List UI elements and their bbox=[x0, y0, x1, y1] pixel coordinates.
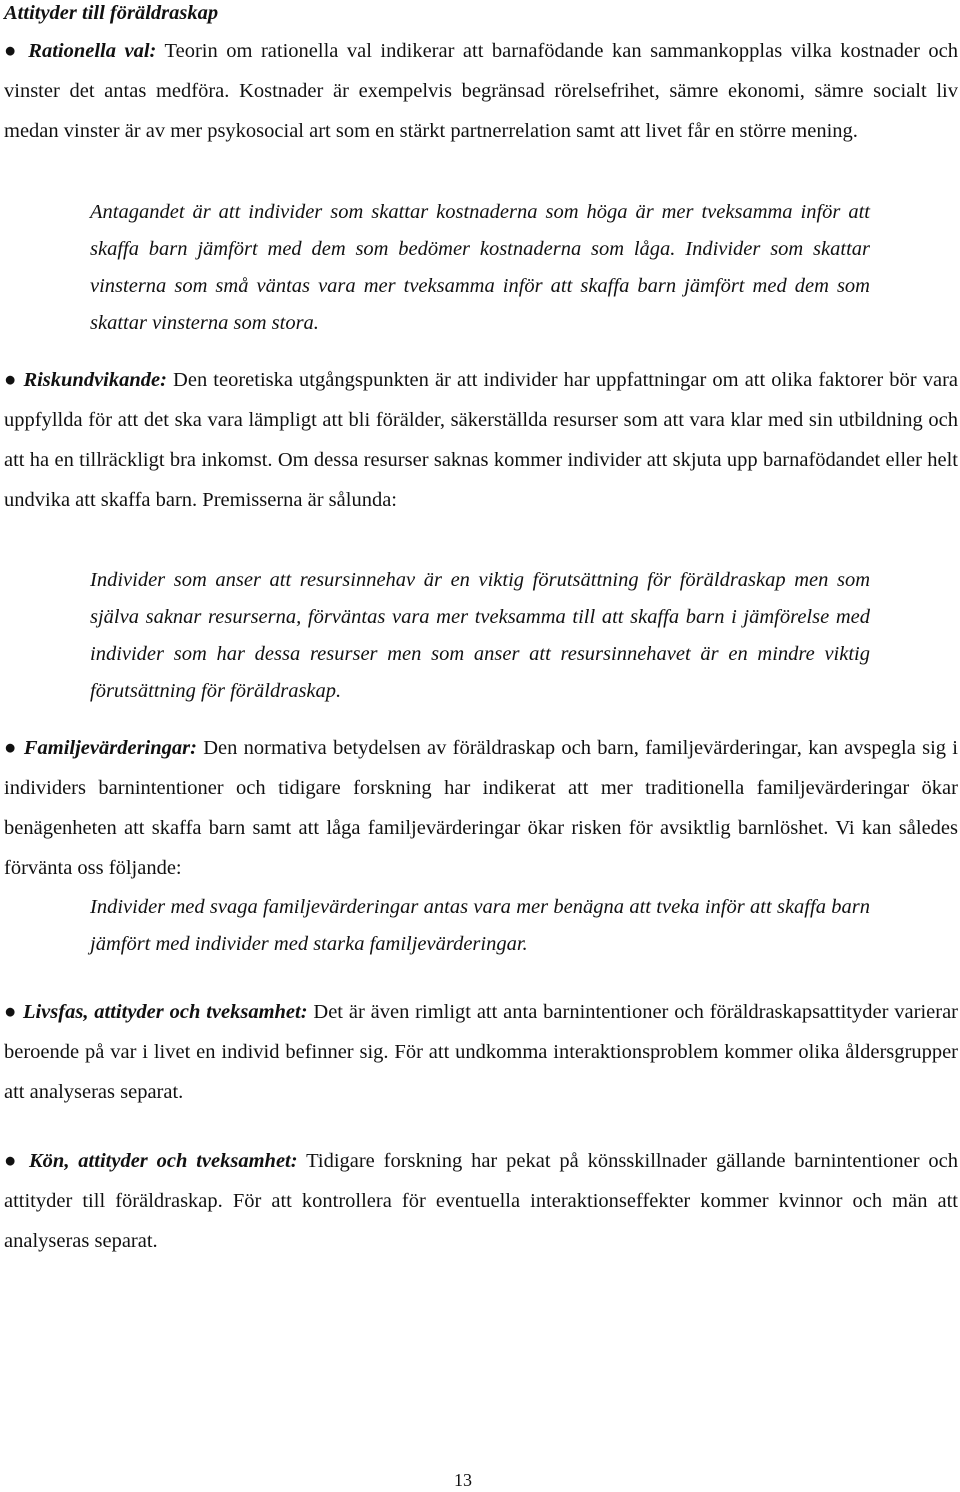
bullet-icon: ● bbox=[4, 1001, 18, 1023]
bullet-icon: ● bbox=[4, 1150, 21, 1172]
paragraph-body: Tidigare forskning har pekat på könsskillnader gällande barnintentioner och attityder till föräldraskap. För att kontrollera för eventuella interaktionseffekter kommer kvinnor och män att analyseras separat. bbox=[4, 1150, 958, 1252]
paragraph-body: Teorin om rationella val indikerar att barnafödande kan sammankopplas vilka kostnader och vinster det antas medföra. Kostnader är exempelvis begränsad rörelsefrihet, sämre ekonomi, sämre socialt liv medan vinster är av mer psykosocial art som en stärkt partnerrelation samt att livet får en större mening. bbox=[4, 40, 959, 142]
term-label: Riskundvikande: bbox=[23, 369, 167, 391]
term-label: Kön, attityder och tveksamhet: bbox=[29, 1150, 298, 1172]
bullet-icon: ● bbox=[4, 369, 18, 391]
paragraph-familjevarderingar bbox=[4, 728, 958, 888]
hypothesis-familjevarderingar: Individer med svaga familjevärderingar antas vara mer benägna att tveka inför att skaffa barn jämfört med individer med starka familjevärderingar. bbox=[90, 896, 870, 955]
term-label: Familjevärderingar: bbox=[23, 737, 197, 759]
paragraph-riskundvikande bbox=[4, 360, 958, 520]
paragraph-body: Den normativa betydelsen av föräldraskap och barn, familjevärderingar, kan avspegla sig i individers barnintentioner och tidigare forskning har indikerat att mer traditionella familjevärderingar ökar benägenheten att skaffa barn samt att låga familjevärderingar ökar risken för avsiktlig barnlöshet. Vi kan således förvänta oss följande: bbox=[4, 737, 959, 879]
term-label: Livsfas, attityder och tveksamhet: bbox=[22, 1001, 308, 1023]
hypothesis-riskundvikande: Individer som anser att resursinnehav är en viktig förutsättning för föräldraskap men som själva saknar resurserna, förväntas vara mer tveksamma till att skaffa barn i jämförelse med individer som har dessa resurser men som anser att resursinnehavet är en mindre viktig förutsättning för föräldraskap. bbox=[90, 569, 870, 702]
paragraph-body: Det är även rimligt att anta barnintentioner och föräldraskapsattityder varierar beroende på var i livet en individ befinner sig. För att undkomma interaktionsproblem kommer olika åldersgrupper att analyseras separat. bbox=[4, 1001, 958, 1103]
page-number: 13 bbox=[454, 1470, 472, 1490]
term-label: Rationella val: bbox=[28, 40, 157, 62]
bullet-icon: ● bbox=[4, 737, 18, 759]
bullet-icon: ● bbox=[4, 40, 20, 62]
paragraph-kon bbox=[4, 1141, 958, 1261]
paragraph-livsfas bbox=[4, 992, 958, 1112]
section-heading: Attityder till föräldraskap bbox=[4, 2, 219, 24]
hypothesis-rationella-val: Antagandet är att individer som skattar kostnaderna som höga är mer tveksamma inför att skaffa barn jämfört med dem som bedömer kostnaderna som låga. Individer som skattar vinsterna som små väntas vara mer tveksamma inför att skaffa barn jämfört med dem som skattar vinsterna som stora. bbox=[90, 201, 870, 334]
paragraph-rationella-val bbox=[4, 31, 958, 151]
paragraph-body: Den teoretiska utgångspunkten är att individer har uppfattningar om att olika faktorer bör vara uppfyllda för att det ska vara lämpligt att bli förälder, säkerställda resurser som att vara klar med sin utbildning och att ha en tillräckligt bra inkomst. Om dessa resurser saknas kommer individer att skjuta upp barnafödandet eller helt undvika att skaffa barn. Premisserna är sålunda: bbox=[4, 369, 958, 511]
